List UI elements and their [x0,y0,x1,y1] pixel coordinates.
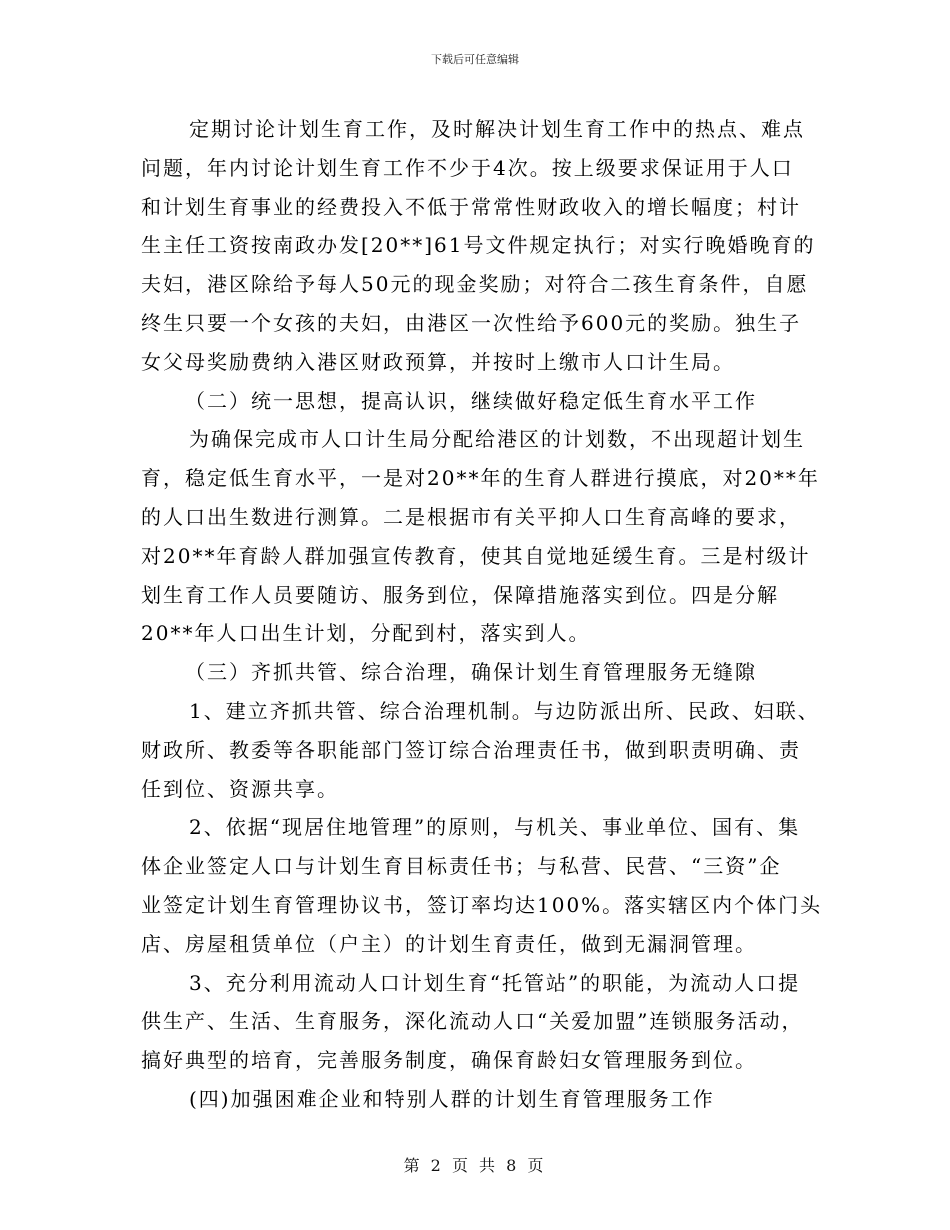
paragraph-line: 财政所、教委等各职能部门签订综合治理责任书，做到职责明确、责 [141,737,801,762]
paragraph-line: 业签定计划生育管理协议书，签订率均达100%。落实辖区内个体门头 [141,892,823,917]
paragraph-line: 20**年人口出生计划，分配到村，落实到人。 [141,621,591,646]
page-number: 第 2 页 共 8 页 [403,1156,547,1175]
paragraph-line: 的人口出生数进行测算。二是根据市有关平抑人口生育高峰的要求， [141,504,801,529]
paragraph-line: 对20**年育龄人群加强宣传教育，使其自觉地延缓生育。三是村级计 [141,543,811,568]
paragraph-line: 生主任工资按南政办发[20**]61号文件规定执行；对实行晚婚晚育的 [141,233,816,258]
document-body [141,110,823,1119]
paragraph-line: 定期讨论计划生育工作，及时解决计划生育工作中的热点、难点 [189,117,805,141]
section-heading: (四)加强困难企业和特别人群的计划生育管理服务工作 [189,1086,715,1111]
paragraph-line: 2、依据“现居住地管理”的原则，与机关、事业单位、国有、集 [189,815,801,840]
paragraph-line: 搞好典型的培育，完善服务制度，确保育龄妇女管理服务到位。 [141,1048,757,1073]
page-header: 下载后可任意编辑 [431,53,519,66]
paragraph-line: 任到位、资源共享。 [141,776,339,801]
section-heading: （三）齐抓共管、综合治理，确保计划生育管理服务无缝隙 [185,660,757,685]
paragraph-line: 1、建立齐抓共管、综合治理机制。与边防派出所、民政、妇联、 [189,698,820,723]
paragraph-line: 为确保完成市人口计生局分配给港区的计划数，不出现超计划生 [189,427,805,452]
paragraph-line: 育，稳定低生育水平，一是对20**年的生育人群进行摸底，对20**年 [141,466,820,491]
paragraph-line: 和计划生育事业的经费投入不低于常常性财政收入的增长幅度；村计 [141,194,801,219]
paragraph-line: 问题，年内讨论计划生育工作不少于4次。按上级要求保证用于人口 [141,155,794,180]
paragraph-line: 女父母奖励费纳入港区财政预算，并按时上缴市人口计生局。 [141,349,735,374]
paragraph-line: 终生只要一个女孩的夫妇，由港区一次性给予600元的奖励。独生子 [141,310,802,335]
section-heading: （二）统一思想，提高认识，继续做好稳定低生育水平工作 [185,388,757,413]
paragraph-line: 夫妇，港区除给予每人50元的现金奖励；对符合二孩生育条件，自愿 [141,272,809,297]
paragraph-line: 店、房屋租赁单位（户主）的计划生育责任，做到无漏洞管理。 [141,931,757,956]
paragraph-line: 供生产、生活、生育服务，深化流动人口“关爱加盟”连锁服务活动， [141,1009,804,1034]
paragraph-line: 3、充分利用流动人口计划生育“托管站”的职能，为流动人口提 [189,970,801,995]
paragraph-line: 划生育工作人员要随访、服务到位，保障措施落实到位。四是分解 [141,582,779,607]
paragraph-line: 体企业签定人口与计划生育目标责任书；与私营、民营、“三资”企 [141,854,782,879]
